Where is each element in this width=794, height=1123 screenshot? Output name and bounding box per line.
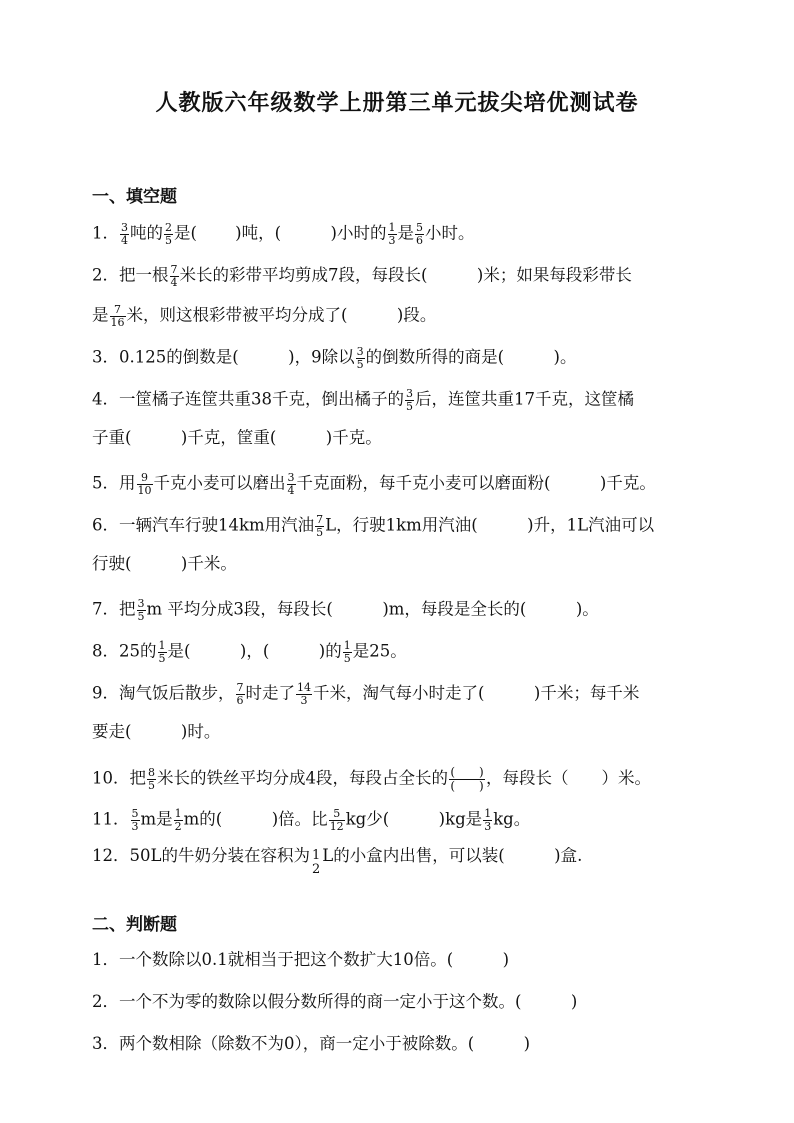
question-2-line-2 <box>92 304 436 328</box>
question-text: 要走( )时。 <box>92 722 221 741</box>
denominator: 4 <box>170 275 178 289</box>
question-text: m 平均分成3段，每段长( )m，每段是全长的( )。 <box>146 599 599 619</box>
question-text: 千克面粉，每千克小麦可以磨面粉( )千克。 <box>296 473 656 493</box>
question-11 <box>92 808 530 832</box>
question-text: m是 <box>140 809 173 829</box>
denominator: 6 <box>416 233 423 247</box>
denominator: 16 <box>110 315 125 329</box>
question-number: 1． <box>92 950 119 969</box>
question-10 <box>92 766 651 792</box>
question-text: 吨的 <box>130 223 163 243</box>
fraction <box>315 514 324 538</box>
question-number: 3． <box>92 1034 119 1053</box>
fraction <box>329 808 345 832</box>
denominator: 3 <box>131 819 139 833</box>
question-text: 一个数除以0.1就相当于把这个数扩大10倍。( ) <box>119 950 510 969</box>
question-text: 淘气饭后散步， <box>119 683 235 703</box>
question-8 <box>92 640 407 664</box>
page-title: 人教版六年级数学上册第三单元拔尖培优测试卷 <box>155 90 639 116</box>
fraction <box>158 640 167 664</box>
fraction <box>147 767 156 791</box>
question-text: 小时。 <box>425 223 475 243</box>
blank-fraction <box>449 766 485 792</box>
question-text: 千米，淘气每小时走了( )千米；每千米 <box>313 683 640 703</box>
numerator: 7 <box>110 304 126 317</box>
section-heading-fill-blank: 一、填空题 <box>92 187 177 207</box>
question-text: 两个数相除（除数不为0），商一定小于被除数。( ) <box>119 1034 531 1053</box>
judge-question-1 <box>92 952 509 969</box>
fraction <box>343 640 352 664</box>
question-number: 4． <box>92 389 119 409</box>
numerator: 3 <box>356 345 364 358</box>
numerator: 14 <box>297 681 311 694</box>
numerator: 1 <box>388 221 396 234</box>
question-text: 是 <box>397 223 414 243</box>
question-2 <box>92 264 632 288</box>
numerator: ( ) <box>450 765 484 779</box>
fraction <box>405 388 414 412</box>
denominator: 3 <box>300 693 308 707</box>
question-number: 5． <box>92 473 119 493</box>
fraction <box>137 472 153 496</box>
question-6-line-2 <box>92 556 237 573</box>
numerator: 1 <box>158 639 166 652</box>
question-5 <box>92 472 656 496</box>
numerator: 5 <box>131 807 139 820</box>
question-text: 的倒数所得的商是( )。 <box>365 347 577 367</box>
fraction <box>415 222 424 246</box>
numerator: 1 <box>343 639 351 652</box>
fraction <box>137 598 146 622</box>
numerator: 5 <box>329 808 345 821</box>
denominator: 5 <box>158 651 166 665</box>
denominator: 6 <box>236 693 244 707</box>
question-number: 3． <box>92 347 119 367</box>
fraction <box>174 808 183 832</box>
judge-question-2 <box>92 994 577 1011</box>
question-text: 行驶( )千米。 <box>92 554 237 573</box>
question-number: 2． <box>92 992 119 1011</box>
denominator: 12 <box>329 819 344 833</box>
numerator: 9 <box>137 472 153 485</box>
numerator: 7 <box>236 681 244 694</box>
numerator: 1 <box>311 848 321 864</box>
denominator: 5 <box>356 357 364 371</box>
fraction <box>164 222 173 246</box>
numerator: 2 <box>165 221 172 234</box>
question-text: 米长的彩带平均剪成7段，每段长( )米；如果每段彩带长 <box>179 265 632 285</box>
numerator: 8 <box>148 766 155 780</box>
question-text: 把一根 <box>119 265 169 285</box>
numerator: 5 <box>416 221 423 234</box>
denominator: 5 <box>343 651 351 665</box>
fraction <box>131 808 140 832</box>
question-7 <box>92 598 599 622</box>
numerator: 3 <box>137 597 145 610</box>
question-number: 7． <box>92 599 119 619</box>
question-text: L，行驶1km用汽油( )升，1L汽油可以 <box>325 515 655 535</box>
question-text: 一个不为零的数除以假分数所得的商一定小于这个数。( ) <box>119 992 578 1011</box>
numerator: 3 <box>121 221 128 234</box>
denominator: 5 <box>165 233 172 247</box>
numerator: 1 <box>484 807 492 820</box>
question-6 <box>92 514 654 538</box>
fraction <box>110 304 126 328</box>
question-number: 12． <box>92 846 130 865</box>
fraction <box>483 808 492 832</box>
denominator: 2 <box>174 819 182 833</box>
question-text: 把 <box>129 768 146 788</box>
question-1 <box>92 222 475 246</box>
question-text: 是( )，( )的 <box>167 641 342 661</box>
question-text: 是25。 <box>352 641 407 661</box>
question-9-line-2 <box>92 724 220 741</box>
denominator: 4 <box>287 483 295 497</box>
question-text: 子重( )千克，筐重( )千克。 <box>92 428 382 447</box>
question-text: 用 <box>119 473 136 493</box>
question-text: 是 <box>92 305 109 325</box>
question-number: 8． <box>92 641 119 661</box>
fraction <box>311 849 321 876</box>
question-text: 后，连筐共重17千克，这筐橘 <box>415 389 634 409</box>
numerator: 3 <box>287 471 295 484</box>
denominator: 5 <box>406 399 413 413</box>
denominator: 2 <box>311 862 321 877</box>
question-text: 米，则这根彩带被平均分成了( )段。 <box>126 305 437 325</box>
question-text: kg。 <box>493 809 531 829</box>
question-text: 米长的铁丝平均分成4段，每段占全长的 <box>157 768 448 788</box>
fraction <box>356 346 365 370</box>
question-text: ，每段长（ ）米。 <box>486 768 651 788</box>
question-4-line-2 <box>92 430 382 447</box>
question-number: 11． <box>92 809 130 829</box>
question-number: 6． <box>92 515 119 535</box>
question-text: 把 <box>119 599 136 619</box>
numerator: 1 <box>174 807 182 820</box>
fraction <box>170 264 179 288</box>
question-text: 25的 <box>119 641 157 661</box>
denominator: 3 <box>388 233 396 247</box>
question-number: 10． <box>92 768 130 788</box>
denominator: 5 <box>148 778 155 792</box>
question-4 <box>92 388 634 412</box>
question-3 <box>92 346 576 370</box>
numerator: 3 <box>406 387 413 400</box>
question-text: 是( )吨，( )小时的 <box>174 223 387 243</box>
fraction <box>120 222 129 246</box>
denominator: ( ) <box>450 778 484 793</box>
question-text: 一筐橘子连筐共重38千克，倒出橘子的 <box>119 389 404 409</box>
denominator: 10 <box>137 483 152 497</box>
question-text: 0.125的倒数是( )，9除以 <box>119 347 355 367</box>
denominator: 5 <box>137 609 145 623</box>
question-12 <box>92 848 582 877</box>
denominator: 5 <box>316 525 324 539</box>
fraction <box>236 682 245 706</box>
question-text: 千克小麦可以磨出 <box>153 473 286 493</box>
question-text: kg少( )kg是 <box>345 809 483 829</box>
question-text: 一辆汽车行驶14km用汽油 <box>119 515 315 535</box>
fraction <box>296 682 312 706</box>
judge-question-3 <box>92 1036 530 1053</box>
question-number: 2． <box>92 265 119 285</box>
question-text: L的小盒内出售，可以装( )盒. <box>322 846 583 865</box>
question-text: 时走了 <box>245 683 295 703</box>
numerator: 7 <box>316 513 324 526</box>
denominator: 4 <box>121 233 128 247</box>
fraction <box>388 222 397 246</box>
question-text: m的( )倍。比 <box>183 809 328 829</box>
question-number: 9． <box>92 683 119 703</box>
section-heading-true-false: 二、判断题 <box>92 915 177 935</box>
denominator: 3 <box>484 819 492 833</box>
numerator: 7 <box>170 263 178 276</box>
question-text: 50L的牛奶分装在容积为 <box>129 846 310 865</box>
question-9 <box>92 682 639 706</box>
fraction <box>287 472 296 496</box>
question-number: 1． <box>92 223 119 243</box>
